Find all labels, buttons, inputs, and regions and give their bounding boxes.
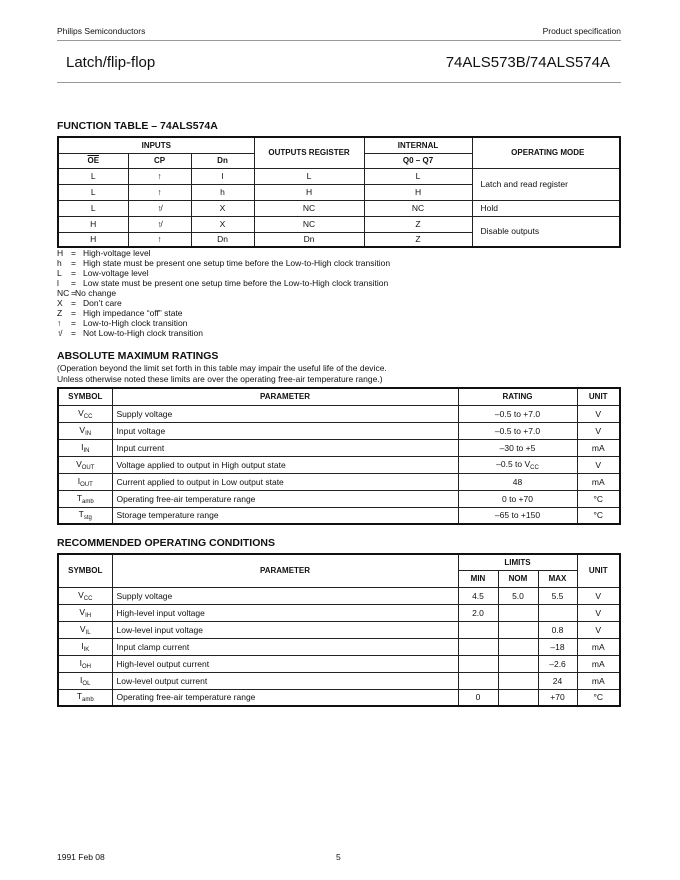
cell-unit: mA: [577, 439, 620, 456]
inputs-header: INPUTS: [58, 137, 254, 153]
symbol-base: I: [81, 441, 84, 452]
cell-dn: X: [191, 200, 254, 216]
cell-symbol: [58, 490, 112, 507]
table-row: [58, 621, 620, 638]
cell-max: +70: [538, 689, 577, 706]
doc-type: Product specification: [542, 26, 621, 36]
cell-max: –2.6: [538, 655, 577, 672]
cell-unit: °C: [577, 490, 620, 507]
cell-nom: 5.0: [498, 587, 538, 604]
symbol-base: T: [78, 509, 84, 520]
cell-symbol: [58, 422, 112, 439]
symbol-sub: CC: [83, 413, 93, 420]
cell-rating: [458, 507, 577, 524]
cell-parameter: Voltage applied to output in High output state: [112, 456, 458, 473]
rating-value: –0.5 to +7.0: [494, 425, 541, 436]
legend-text: Not Low-to-High clock transition: [83, 328, 203, 338]
cell-internal: L: [364, 168, 472, 184]
symbol-sub: IN: [85, 430, 92, 437]
cell-symbol: [58, 689, 112, 706]
table-row: [58, 507, 620, 524]
cell-out: H: [254, 184, 364, 200]
table-row: [58, 672, 620, 689]
header-rule: [57, 40, 621, 41]
cell-out: NC: [254, 200, 364, 216]
table-row: [58, 490, 620, 507]
symbol-base: I: [79, 657, 82, 668]
cell-min: 4.5: [458, 587, 498, 604]
cell-unit: °C: [577, 507, 620, 524]
cell-min: [458, 655, 498, 672]
legend-item: [57, 258, 390, 268]
abs-max-title: ABSOLUTE MAXIMUM RATINGS: [57, 350, 219, 362]
cell-symbol: [58, 456, 112, 473]
cell-cp: ↑: [128, 232, 191, 247]
legend-key: Z: [57, 308, 63, 318]
symbol-base: I: [77, 475, 81, 486]
symbol-base: T: [76, 492, 83, 503]
legend-key: l: [57, 278, 59, 288]
cell-max: 0.8: [538, 621, 577, 638]
cell-parameter: Operating free-air temperature range: [112, 490, 458, 507]
legend-text: No change: [75, 288, 117, 298]
symbol-base: I: [81, 640, 84, 651]
cell-unit: mA: [577, 672, 620, 689]
symbol-base: V: [78, 407, 84, 418]
cell-parameter: Input current: [112, 439, 458, 456]
part-number: 74ALS573B/74ALS574A: [445, 54, 610, 71]
cell-parameter: Storage temperature range: [112, 507, 458, 524]
cell-internal: NC: [364, 200, 472, 216]
cell-min: 2.0: [458, 604, 498, 621]
symbol-sub: IH: [85, 612, 92, 619]
legend-equals: =: [71, 258, 76, 268]
cell-unit: V: [577, 604, 620, 621]
cell-symbol: [58, 405, 112, 422]
table-row: [58, 638, 620, 655]
symbol-sub: amb: [82, 697, 94, 704]
cell-symbol: [58, 621, 112, 638]
rating-value: –30 to +5: [499, 442, 536, 453]
symbol-base: I: [80, 674, 83, 685]
legend-text: Low-voltage level: [83, 268, 149, 278]
cell-unit: mA: [577, 638, 620, 655]
cell-min: 0: [458, 689, 498, 706]
cell-parameter: Operating free-air temperature range: [112, 689, 458, 706]
cell-internal: H: [364, 184, 472, 200]
cell-out: L: [254, 168, 364, 184]
legend-item: [57, 318, 390, 328]
function-table-title: FUNCTION TABLE – 74ALS574A: [57, 120, 218, 132]
table-row: [58, 216, 620, 232]
symbol-sub: IN: [83, 447, 90, 454]
cell-max: 5.5: [538, 587, 577, 604]
cell-min: [458, 621, 498, 638]
cell-mode: Disable outputs: [472, 216, 620, 247]
legend-key: H: [57, 248, 64, 258]
cell-unit: mA: [577, 655, 620, 672]
rating-value: –65 to +150: [494, 510, 541, 521]
nom-header: NOM: [498, 570, 538, 587]
cell-parameter: Input voltage: [112, 422, 458, 439]
cp-header: CP: [128, 153, 191, 168]
cell-parameter: Low-level input voltage: [112, 621, 458, 638]
table-row: [58, 200, 620, 216]
cell-cp: ↑̸: [128, 200, 191, 216]
cell-dn: l: [191, 168, 254, 184]
cell-oe: L: [58, 200, 128, 216]
legend-key: X: [57, 298, 63, 308]
legend-equals: =: [71, 248, 76, 258]
legend-item: [57, 248, 390, 258]
symbol-sub: CC: [83, 595, 93, 602]
cell-symbol: [58, 439, 112, 456]
cell-nom: [498, 689, 538, 706]
rating-value: –0.5 to +7.0: [494, 408, 541, 419]
cell-oe: L: [58, 168, 128, 184]
footer-date: 1991 Feb 08: [57, 852, 105, 862]
symbol-sub: amb: [82, 498, 94, 505]
rec-op-title: RECOMMENDED OPERATING CONDITIONS: [57, 537, 275, 549]
cell-parameter: Input clamp current: [112, 638, 458, 655]
function-table: [57, 136, 621, 248]
abs-max-note: [57, 363, 387, 384]
cell-cp: ↑̸: [128, 216, 191, 232]
cell-internal: Z: [364, 216, 472, 232]
rating-value: –0.5 to V: [496, 458, 531, 469]
cell-cp: ↑: [128, 184, 191, 200]
symbol-base: T: [76, 691, 83, 702]
cell-unit: V: [577, 422, 620, 439]
table-row: [58, 473, 620, 490]
cell-dn: h: [191, 184, 254, 200]
dn-header: Dn: [191, 153, 254, 168]
cell-parameter: Current applied to output in Low output state: [112, 473, 458, 490]
internal-header: INTERNAL: [364, 137, 472, 153]
cell-internal: Z: [364, 232, 472, 247]
cell-rating: [458, 405, 577, 422]
rating-sub: CC: [530, 464, 539, 471]
cell-out: Dn: [254, 232, 364, 247]
legend-equals: =: [71, 308, 76, 318]
parameter-header: PARAMETER: [112, 554, 458, 587]
symbol-base: V: [79, 606, 86, 617]
header-unit: UNIT: [577, 388, 620, 405]
unit-header: UNIT: [577, 554, 620, 587]
symbol-sub: IL: [85, 629, 91, 636]
symbol-sub: stg: [83, 515, 92, 522]
table-row: [58, 405, 620, 422]
cell-unit: V: [577, 621, 620, 638]
cell-symbol: [58, 638, 112, 655]
legend-equals: =: [71, 268, 76, 278]
table-row: [58, 655, 620, 672]
cell-parameter: High-level input voltage: [112, 604, 458, 621]
cell-symbol: [58, 507, 112, 524]
cell-parameter: High-level output current: [112, 655, 458, 672]
rec-op-table: [57, 553, 621, 707]
cell-dn: Dn: [191, 232, 254, 247]
cell-oe: H: [58, 216, 128, 232]
rating-value: 0 to +70: [502, 493, 533, 504]
symbol-sub: IK: [83, 646, 90, 653]
outputs-header: OUTPUTS REGISTER: [254, 137, 364, 168]
legend-text: High state must be present one setup time before the Low-to-High clock transition: [83, 258, 391, 268]
cell-oe: H: [58, 232, 128, 247]
legend-item: [57, 308, 390, 318]
cell-oe: L: [58, 184, 128, 200]
cell-nom: [498, 638, 538, 655]
cell-nom: [498, 672, 538, 689]
cell-max: –18: [538, 638, 577, 655]
cell-parameter: Supply voltage: [112, 587, 458, 604]
title-rule: [57, 82, 621, 83]
table-row: [58, 456, 620, 473]
cell-rating: [458, 422, 577, 439]
legend-text: High impedance “off” state: [83, 308, 183, 318]
abs-max-table: [57, 387, 621, 525]
cell-dn: X: [191, 216, 254, 232]
limits-header: LIMITS: [458, 554, 577, 570]
table-row: [58, 422, 620, 439]
cell-out: NC: [254, 216, 364, 232]
table-row: [58, 604, 620, 621]
legend-item: [57, 278, 390, 288]
header-symbol: SYMBOL: [58, 388, 112, 405]
symbol-sub: OL: [82, 680, 91, 687]
legend-item: [57, 268, 390, 278]
symbol-sub: OUT: [81, 464, 95, 471]
cell-rating: [458, 439, 577, 456]
cell-symbol: [58, 604, 112, 621]
rating-value: 48: [512, 476, 523, 487]
legend-text: Low state must be present one setup time before the Low-to-High clock transition: [83, 278, 389, 288]
legend-equals: =: [71, 298, 76, 308]
cell-min: [458, 672, 498, 689]
symbol-sub: OUT: [80, 481, 93, 488]
doc-title: Latch/flip-flop: [66, 54, 156, 71]
cell-symbol: [58, 655, 112, 672]
symbol-base: V: [76, 458, 82, 469]
legend-text: Low-to-High clock transition: [83, 318, 188, 328]
cell-max: 24: [538, 672, 577, 689]
company-name: Philips Semiconductors: [57, 26, 146, 36]
legend-key: NC: [57, 288, 70, 298]
mode-header: OPERATING MODE: [472, 137, 620, 168]
cell-mode: Latch and read register: [472, 168, 620, 200]
q-header: Q0 – Q7: [364, 153, 472, 168]
cell-unit: V: [577, 456, 620, 473]
cell-rating: [458, 490, 577, 507]
cell-symbol: [58, 473, 112, 490]
cell-rating: [458, 473, 577, 490]
cell-parameter: Low-level output current: [112, 672, 458, 689]
legend-equals: =: [71, 318, 76, 328]
table-row: [58, 689, 620, 706]
cell-rating: [458, 456, 577, 473]
symbol-sub: OH: [81, 663, 91, 670]
cell-parameter: Supply voltage: [112, 405, 458, 422]
legend-equals: =: [71, 288, 76, 298]
table-row: [58, 439, 620, 456]
table-row: [58, 587, 620, 604]
legend-text: Don’t care: [83, 298, 122, 308]
header-parameter: PARAMETER: [112, 388, 458, 405]
legend-key: h: [57, 258, 62, 268]
note-line: Unless otherwise noted these limits are over the operating free-air temperature range.): [57, 373, 383, 384]
cell-cp: ↑: [128, 168, 191, 184]
symbol-header: SYMBOL: [58, 554, 112, 587]
table-row: [58, 168, 620, 184]
legend-text: High-voltage level: [83, 248, 151, 258]
legend-key: ↑̸: [57, 328, 62, 338]
legend-equals: =: [71, 278, 76, 288]
legend-key: L: [57, 268, 62, 278]
cell-nom: [498, 621, 538, 638]
page-number: 5: [336, 852, 341, 862]
legend-item: [57, 288, 390, 298]
oe-header: $\overline{OE}$: [58, 153, 128, 168]
cell-max: [538, 604, 577, 621]
symbol-base: V: [79, 424, 86, 435]
cell-nom: [498, 655, 538, 672]
cell-unit: °C: [577, 689, 620, 706]
header-rating: RATING: [458, 388, 577, 405]
cell-nom: [498, 604, 538, 621]
legend-equals: =: [71, 328, 76, 338]
cell-symbol: [58, 587, 112, 604]
cell-unit: V: [577, 587, 620, 604]
legend-item: [57, 298, 390, 308]
cell-mode: Hold: [472, 200, 620, 216]
legend: [57, 248, 390, 338]
legend-item: [57, 328, 390, 338]
cell-symbol: [58, 672, 112, 689]
cell-min: [458, 638, 498, 655]
legend-key: ↑: [57, 318, 62, 328]
note-line: (Operation beyond the limit set forth in this table may impair the useful life of the device.: [57, 363, 387, 373]
max-header: MAX: [538, 570, 577, 587]
min-header: MIN: [458, 570, 498, 587]
cell-unit: V: [577, 405, 620, 422]
symbol-base: V: [79, 623, 86, 634]
symbol-base: V: [78, 589, 84, 600]
cell-unit: mA: [577, 473, 620, 490]
